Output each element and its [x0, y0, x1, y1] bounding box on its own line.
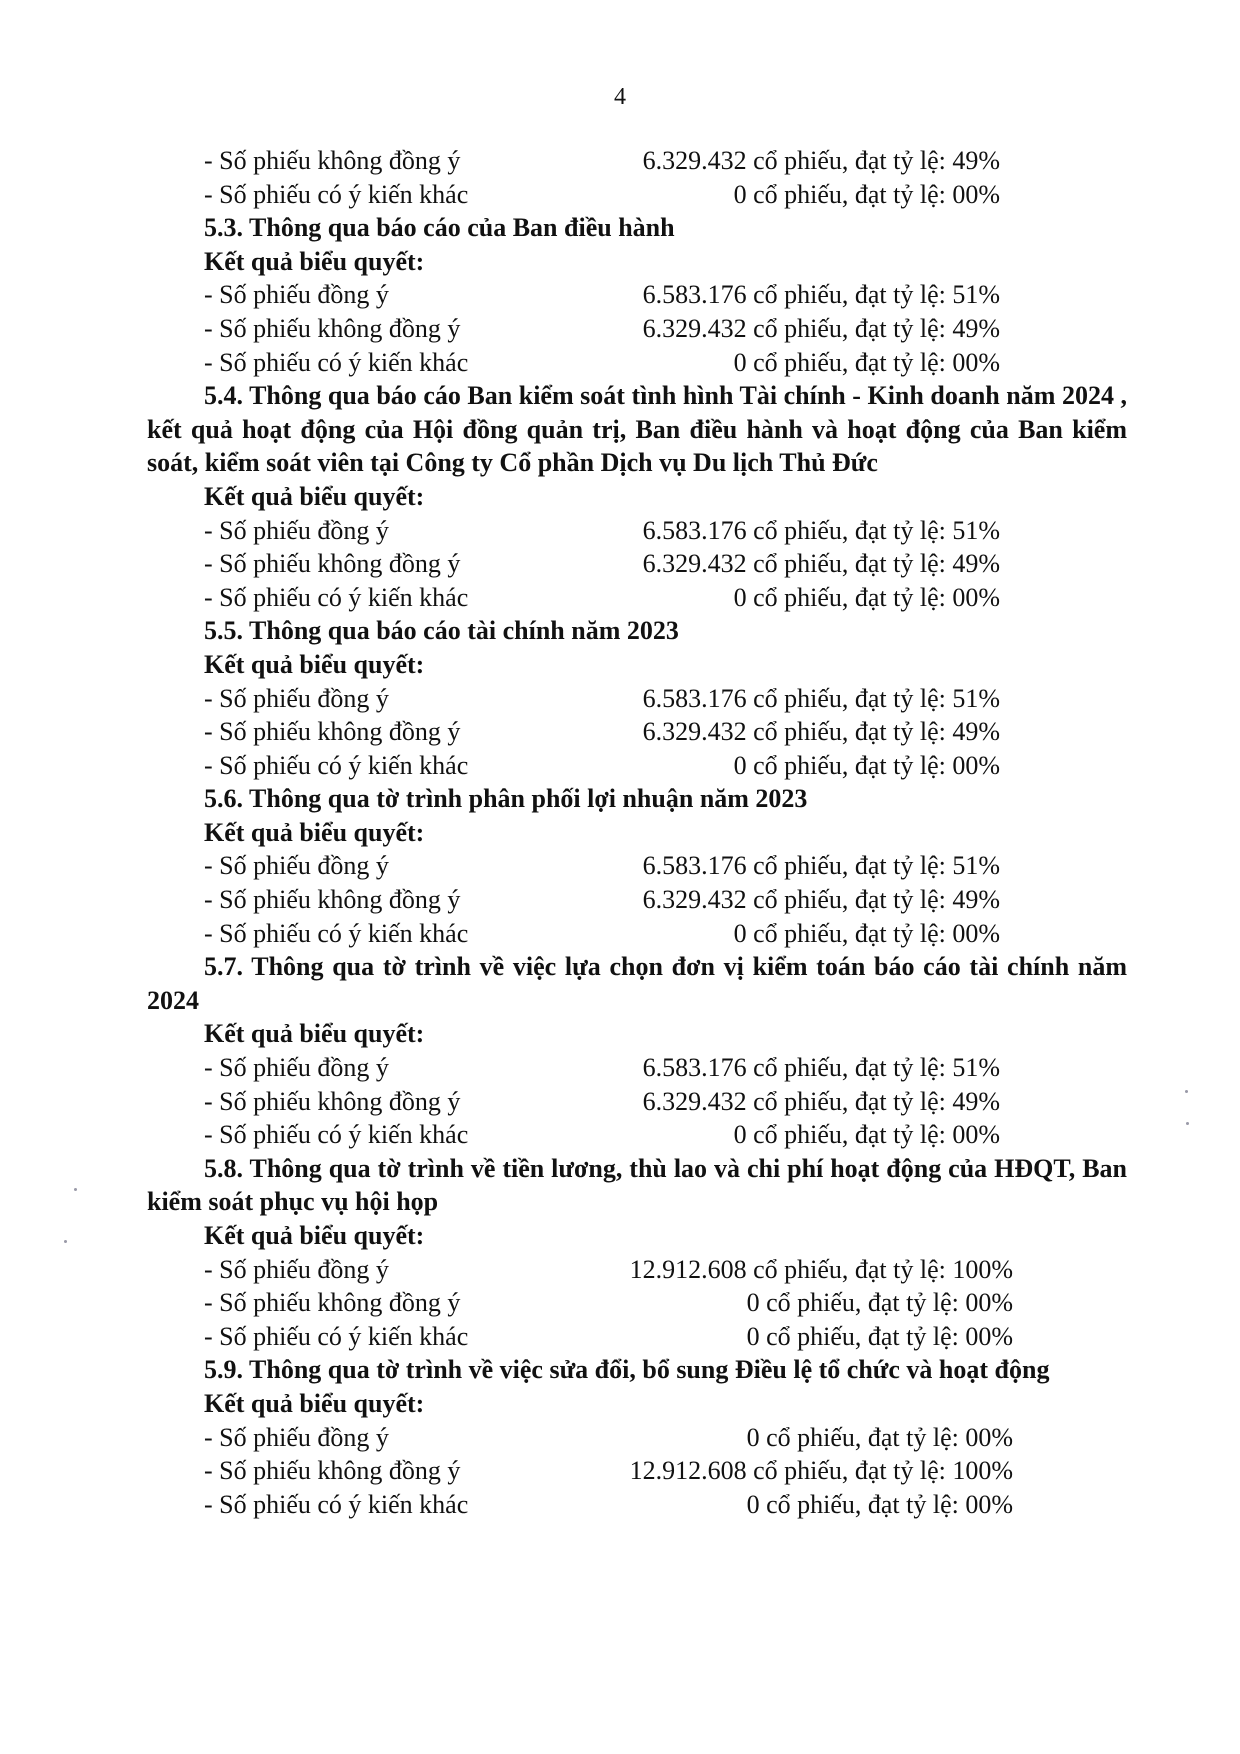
- vote-value: 6.583.176 cổ phiếu, đạt tỷ lệ: 51%: [642, 683, 1000, 713]
- section-5-3: [147, 211, 1127, 379]
- section-heading: 5.3. Thông qua báo cáo của Ban điều hành: [204, 213, 675, 243]
- result-row: [147, 1051, 1127, 1085]
- vote-label: - Số phiếu không đồng ý: [204, 146, 461, 175]
- result-row: [147, 1488, 1127, 1522]
- vote-value: 6.583.176 cổ phiếu, đạt tỷ lệ: 51%: [642, 851, 1000, 881]
- vote-label: - Số phiếu không đồng ý: [204, 1456, 461, 1486]
- result-label: Kết quả biểu quyết:: [204, 1221, 425, 1250]
- vote-label: - Số phiếu có ý kiến khác: [204, 1321, 469, 1351]
- vote-value: 0 cổ phiếu, đạt tỷ lệ: 00%: [746, 1321, 1013, 1351]
- result-row: [147, 917, 1127, 951]
- vote-label: - Số phiếu có ý kiến khác: [204, 179, 469, 209]
- result-row: [147, 581, 1127, 615]
- vote-value: 0 cổ phiếu, đạt tỷ lệ: 00%: [733, 1120, 1000, 1150]
- section-5-4: [147, 379, 1127, 614]
- vote-label: - Số phiếu đồng ý: [204, 1053, 389, 1083]
- section-heading: 5.5. Thông qua báo cáo tài chính năm 2023: [204, 616, 679, 646]
- vote-value: 6.583.176 cổ phiếu, đạt tỷ lệ: 51%: [642, 280, 1000, 310]
- vote-label: - Số phiếu có ý kiến khác: [204, 918, 469, 948]
- section-heading: 5.7. Thông qua tờ trình về việc lựa chọn đơn vị kiểm toán báo cáo tài chính năm 2024: [147, 952, 1127, 1015]
- result-row: [147, 682, 1127, 716]
- vote-label: - Số phiếu đồng ý: [204, 1422, 389, 1452]
- vote-value: 12.912.608 cổ phiếu, đạt tỷ lệ: 100%: [629, 1254, 1013, 1284]
- vote-value: 6.329.432 cổ phiếu, đạt tỷ lệ: 49%: [642, 885, 1000, 915]
- document-body: [147, 144, 1127, 1521]
- result-row: [147, 1454, 1127, 1488]
- vote-value: 6.329.432 cổ phiếu, đạt tỷ lệ: 49%: [642, 146, 1000, 175]
- vote-value: 0 cổ phiếu, đạt tỷ lệ: 00%: [746, 1422, 1013, 1452]
- vote-label: - Số phiếu không đồng ý: [204, 885, 461, 915]
- result-row: [147, 1253, 1127, 1287]
- result-row: [147, 312, 1127, 346]
- result-row: [147, 1118, 1127, 1152]
- result-row: [147, 715, 1127, 749]
- result-label: Kết quả biểu quyết:: [204, 1019, 425, 1049]
- result-row: [147, 749, 1127, 783]
- section-5-9: [147, 1353, 1127, 1521]
- vote-label: - Số phiếu có ý kiến khác: [204, 1489, 469, 1519]
- result-row: [147, 1286, 1127, 1320]
- vote-value: 6.329.432 cổ phiếu, đạt tỷ lệ: 49%: [642, 313, 1000, 343]
- vote-value: 6.329.432 cổ phiếu, đạt tỷ lệ: 49%: [642, 1086, 1000, 1116]
- vote-value: 0 cổ phiếu, đạt tỷ lệ: 00%: [746, 1288, 1013, 1318]
- result-row: [147, 1421, 1127, 1455]
- result-row: [147, 1320, 1127, 1354]
- scan-speck: [1186, 1122, 1189, 1125]
- section-5-5: [147, 614, 1127, 782]
- result-row: [147, 346, 1127, 380]
- vote-value: 0 cổ phiếu, đạt tỷ lệ: 00%: [733, 347, 1000, 377]
- vote-value: 0 cổ phiếu, đạt tỷ lệ: 00%: [733, 179, 1000, 209]
- vote-value: 12.912.608 cổ phiếu, đạt tỷ lệ: 100%: [629, 1456, 1013, 1486]
- vote-value: 0 cổ phiếu, đạt tỷ lệ: 00%: [733, 582, 1000, 612]
- vote-value: 0 cổ phiếu, đạt tỷ lệ: 00%: [733, 918, 1000, 948]
- section-5-6: [147, 782, 1127, 950]
- section-5-7: [147, 950, 1127, 1152]
- scan-speck: [74, 1188, 77, 1191]
- result-row: [147, 178, 1127, 212]
- section-heading: 5.4. Thông qua báo cáo Ban kiểm soát tình hình Tài chính - Kinh doanh năm 2024 , kết quả hoạt động của Hội đồng quản trị, Ban điều hành và hoạt động của Ban kiểm soát, kiểm soát viên tại Công ty Cổ phần Dịch vụ Du lịch Thủ Đức: [147, 381, 1127, 478]
- vote-label: - Số phiếu đồng ý: [204, 851, 389, 881]
- vote-label: - Số phiếu đồng ý: [204, 280, 389, 310]
- section-heading: 5.9. Thông qua tờ trình về việc sửa đổi, bổ sung Điều lệ tổ chức và hoạt động: [204, 1355, 1050, 1385]
- vote-label: - Số phiếu đồng ý: [204, 1254, 389, 1284]
- vote-value: 6.583.176 cổ phiếu, đạt tỷ lệ: 51%: [642, 515, 1000, 545]
- vote-label: - Số phiếu có ý kiến khác: [204, 750, 469, 780]
- result-label: Kết quả biểu quyết:: [204, 1388, 425, 1418]
- result-row: [147, 547, 1127, 581]
- scan-speck: [1185, 1090, 1188, 1093]
- section-heading: 5.8. Thông qua tờ trình về tiền lương, thù lao và chi phí hoạt động của HĐQT, Ban kiểm soát phục vụ hội họp: [147, 1153, 1127, 1217]
- vote-value: 6.329.432 cổ phiếu, đạt tỷ lệ: 49%: [642, 549, 1000, 579]
- vote-label: - Số phiếu không đồng ý: [204, 1288, 461, 1318]
- scan-speck: [64, 1240, 67, 1243]
- result-row: [147, 849, 1127, 883]
- result-row: [147, 278, 1127, 312]
- vote-label: - Số phiếu không đồng ý: [204, 1086, 461, 1116]
- vote-label: - Số phiếu không đồng ý: [204, 717, 461, 747]
- vote-label: - Số phiếu có ý kiến khác: [204, 347, 469, 377]
- result-label: Kết quả biểu quyết:: [204, 246, 425, 276]
- vote-label: - Số phiếu có ý kiến khác: [204, 582, 469, 612]
- result-label: Kết quả biểu quyết:: [204, 481, 425, 511]
- result-row: [147, 883, 1127, 917]
- vote-value: 6.329.432 cổ phiếu, đạt tỷ lệ: 49%: [642, 717, 1000, 747]
- page-number: 4: [614, 84, 626, 110]
- vote-value: 0 cổ phiếu, đạt tỷ lệ: 00%: [733, 750, 1000, 780]
- section-5-2-continued: [147, 144, 1127, 211]
- section-heading: 5.6. Thông qua tờ trình phân phối lợi nhuận năm 2023: [204, 784, 808, 814]
- vote-label: - Số phiếu có ý kiến khác: [204, 1120, 469, 1150]
- vote-label: - Số phiếu không đồng ý: [204, 549, 461, 579]
- result-row: [147, 1085, 1127, 1119]
- result-row: [147, 514, 1127, 548]
- result-label: Kết quả biểu quyết:: [204, 649, 425, 679]
- vote-value: 6.583.176 cổ phiếu, đạt tỷ lệ: 51%: [642, 1053, 1000, 1083]
- result-row: [147, 144, 1127, 178]
- vote-label: - Số phiếu không đồng ý: [204, 313, 461, 343]
- result-label: Kết quả biểu quyết:: [204, 817, 425, 847]
- vote-label: - Số phiếu đồng ý: [204, 515, 389, 545]
- vote-label: - Số phiếu đồng ý: [204, 683, 389, 713]
- section-5-8: [147, 1152, 1127, 1354]
- vote-value: 0 cổ phiếu, đạt tỷ lệ: 00%: [746, 1489, 1013, 1519]
